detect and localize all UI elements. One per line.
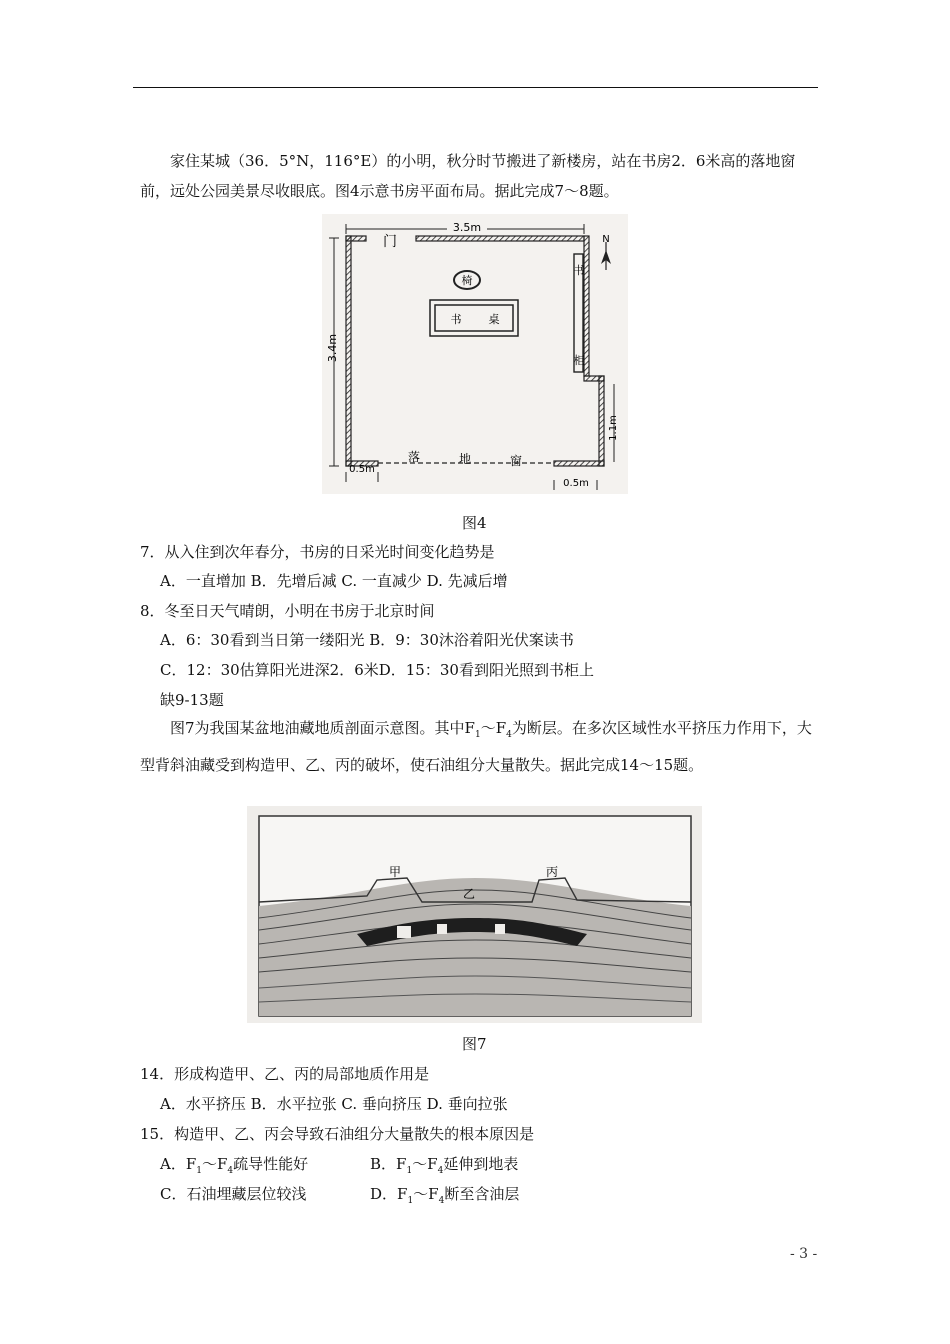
window-label-3: 窗 [509,454,523,468]
bookcase-label-1: 书 [573,264,585,277]
window-label-2: 地 [458,452,472,466]
page-number: - 3 - [790,1246,818,1262]
question-15-option-a: A．$F_1\sim F_4$疏导性能好 [160,1155,309,1176]
question-8-options-1: A．6：30看到当日第一缕阳光 B．9：30沐浴着阳光伏案读书 [160,631,574,649]
width-dimension-label: 3.5m [452,221,482,234]
question-15-stem: 15．构造甲、乙、丙会导致石油组分大量散失的根本原因是 [140,1125,535,1143]
structure-bing-label: 丙 [545,865,559,879]
header-rule [133,87,818,88]
missing-questions-note: 缺9-13题 [160,691,224,709]
question-15-option-d: D．$F_1\sim F_4$断至含油层 [370,1185,520,1206]
height-dimension-label: 3.4m [326,333,339,363]
question-14-options: A．水平挤压 B．水平拉张 C. 垂向挤压 D. 垂向拉张 [160,1095,508,1113]
bottom-left-dimension-label: 0.5m [349,464,375,475]
desk-label-1: 书 [450,313,462,326]
bottom-right-dimension-label: 0.5m [563,478,589,489]
question-14-stem: 14．形成构造甲、乙、丙的局部地质作用是 [140,1065,430,1083]
floor-plan-drawing [322,214,628,494]
question-7-stem: 7．从入住到次年春分，书房的日采光时间变化趋势是 [140,543,495,561]
question-8-options-2: C．12：30估算阳光进深2．6米D．15：30看到阳光照到书柜上 [160,661,594,679]
figure-7-caption: 图7 [462,1035,487,1053]
intro-paragraph-7-8: 家住某城（36．5°N，116°E）的小明，秋分时节搬进了新楼房，站在书房2．6米高的落地窗前，远处公园美景尽收眼底。图4示意书房平面布局。据此完成7～8题。 [140,152,796,200]
chair-label: 椅 [461,274,473,287]
north-label: N [602,234,610,245]
question-7-options: A．一直增加 B．先增后减 C. 一直减少 D. 先减后增 [160,572,508,590]
geologic-section-drawing [247,806,702,1023]
figure-7-geologic-section [247,806,702,1023]
right-dimension-label: 1.1m [608,415,619,441]
question-15-option-c: C．石油埋藏层位较浅 [160,1185,307,1203]
structure-yi-label: 乙 [462,887,476,901]
desk-label-2: 桌 [488,313,500,326]
question-15-option-b: B．$F_1\sim F_4$延伸到地表 [370,1155,519,1176]
intro-paragraph-14-15: 图7为我国某盆地油藏地质剖面示意图。其中$F_1\sim F_4$为断层。在多次区域性水平挤压力作用下，大型背斜油藏受到构造甲、乙、丙的破坏，使石油组分大量散失。据此完成14～15题。 [140,719,812,774]
figure-4-caption: 图4 [462,514,487,532]
bookcase-label-2: 柜 [573,354,585,367]
structure-jia-label: 甲 [388,865,402,879]
figure-4-floor-plan [322,214,628,494]
question-8-stem: 8．冬至日天气晴朗，小明在书房于北京时间 [140,602,435,620]
window-label-1: 落 [407,450,421,464]
door-label: 门 [383,234,397,250]
